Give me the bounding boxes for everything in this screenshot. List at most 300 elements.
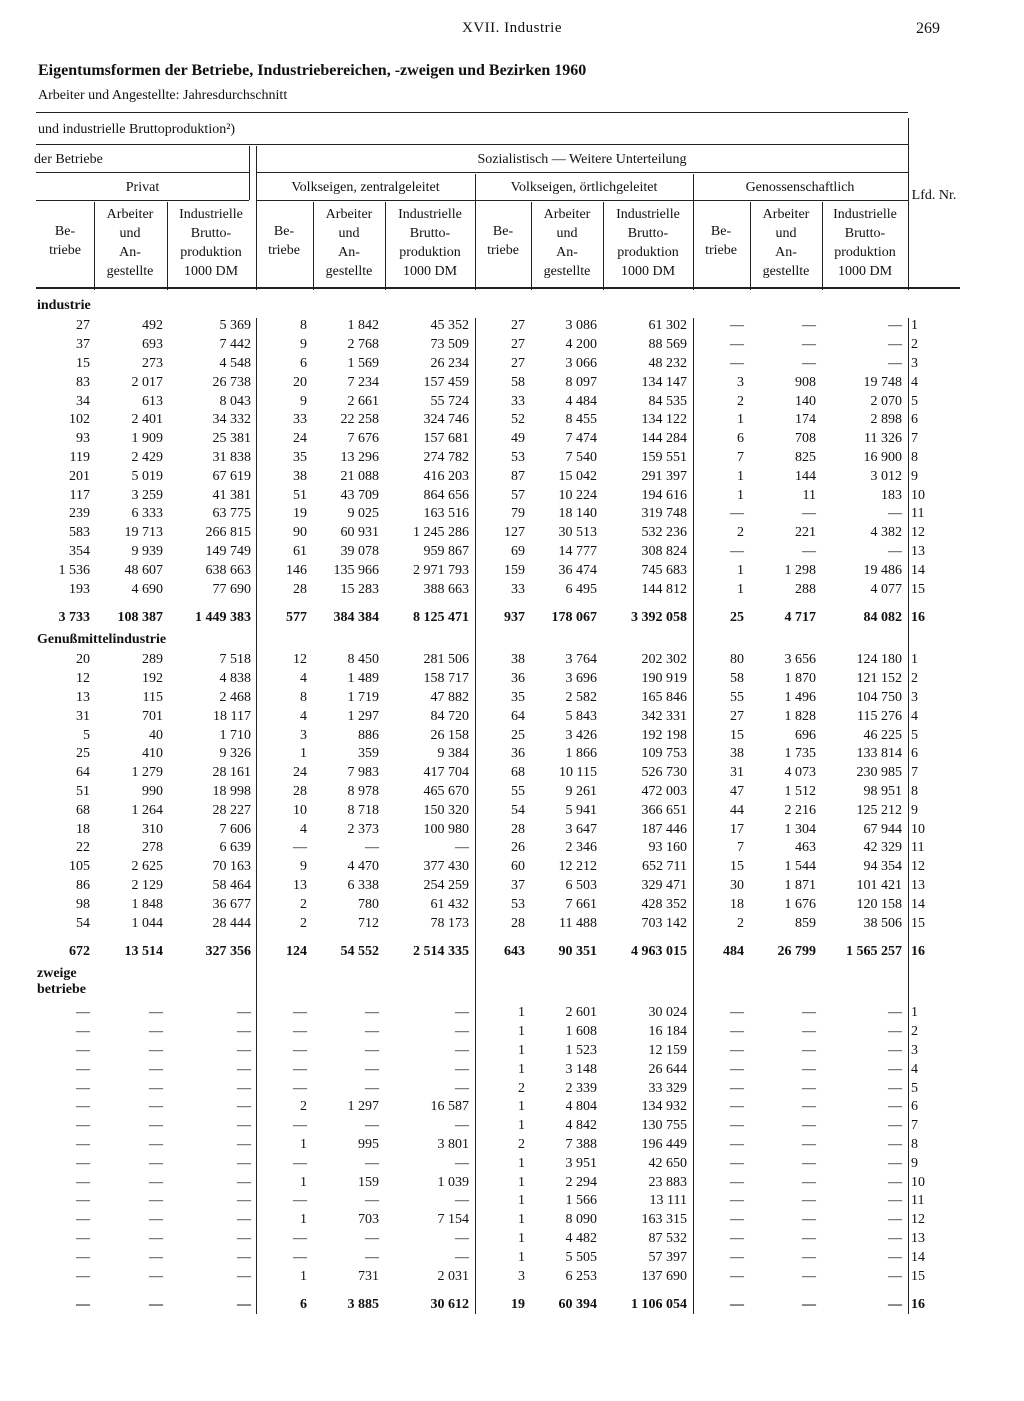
cell-arbeiter-gen: — bbox=[802, 1212, 816, 1228]
cell-betriebe-voe: 3 bbox=[518, 1268, 525, 1284]
cell-betriebe-voe: 1 bbox=[518, 1212, 525, 1228]
cell-arbeiter-gen: 144 bbox=[795, 468, 816, 484]
cell-arbeiter-voe: 4 482 bbox=[565, 1230, 597, 1246]
cell-arbeiter-gen: — bbox=[802, 355, 816, 371]
cell-arbeiter-gen: — bbox=[802, 1005, 816, 1021]
cell-arbeiter-voe: 8 097 bbox=[565, 374, 597, 390]
cell-produktion-gen: — bbox=[888, 1136, 902, 1152]
cell-betriebe-vez: 2 bbox=[300, 915, 307, 931]
cell-arbeiter-voe: 10 115 bbox=[559, 765, 597, 781]
cell-produktion-privat: — bbox=[237, 1061, 251, 1077]
cell-arbeiter-vez: 4 470 bbox=[347, 859, 379, 875]
cell-produktion-voe: 526 730 bbox=[641, 765, 687, 781]
cell-produktion-privat: 41 381 bbox=[212, 487, 251, 503]
cell-betriebe-vez: 124 bbox=[286, 943, 307, 959]
cell-lfd-nr: 12 bbox=[911, 1212, 925, 1228]
cell-betriebe-vez: — bbox=[293, 1230, 307, 1246]
cell-betriebe-voe: 36 bbox=[511, 671, 525, 687]
cell-betriebe-gen: — bbox=[730, 1296, 744, 1312]
cell-betriebe-privat: 105 bbox=[69, 859, 90, 875]
cell-produktion-vez: 324 746 bbox=[423, 412, 469, 428]
cell-produktion-gen: 230 985 bbox=[856, 765, 902, 781]
cell-arbeiter-voe: 1 866 bbox=[565, 746, 597, 762]
cell-produktion-voe: 26 644 bbox=[648, 1061, 687, 1077]
cell-betriebe-privat: 15 bbox=[76, 355, 90, 371]
cell-arbeiter-gen: — bbox=[802, 1042, 816, 1058]
cell-arbeiter-gen: — bbox=[802, 1155, 816, 1171]
cell-produktion-voe: 202 302 bbox=[641, 652, 687, 668]
cell-produktion-gen: — bbox=[888, 318, 902, 334]
cell-arbeiter-gen: — bbox=[802, 1080, 816, 1096]
cell-produktion-voe: 190 919 bbox=[641, 671, 687, 687]
cell-produktion-vez: 158 717 bbox=[423, 671, 469, 687]
cell-arbeiter-voe: 3 426 bbox=[565, 727, 597, 743]
cell-betriebe-vez: 1 bbox=[300, 1174, 307, 1190]
cell-produktion-voe: 93 160 bbox=[648, 840, 687, 856]
col-produktion-voe: Industrielle Brutto- produktion 1000 DM bbox=[616, 207, 680, 279]
cell-betriebe-gen: — bbox=[730, 1024, 744, 1040]
cell-produktion-voe: 366 651 bbox=[641, 802, 687, 818]
cell-produktion-vez: 157 459 bbox=[423, 374, 469, 390]
cell-betriebe-vez: 12 bbox=[293, 652, 307, 668]
cell-betriebe-vez: — bbox=[293, 840, 307, 856]
table-title: Eigentumsformen der Betriebe, Industriebereichen, -zweigen und Bezirken 1960 bbox=[38, 62, 587, 79]
table-row bbox=[36, 317, 958, 336]
cell-betriebe-privat: 12 bbox=[76, 671, 90, 687]
cell-arbeiter-vez: — bbox=[365, 1155, 379, 1171]
cell-arbeiter-privat: — bbox=[149, 1005, 163, 1021]
cell-betriebe-vez: 51 bbox=[293, 487, 307, 503]
cell-arbeiter-gen: 908 bbox=[795, 374, 816, 390]
cell-betriebe-gen: — bbox=[730, 543, 744, 559]
cell-arbeiter-privat: — bbox=[149, 1061, 163, 1077]
cell-produktion-privat: 70 163 bbox=[212, 859, 251, 875]
cell-produktion-privat: 4 838 bbox=[219, 671, 251, 687]
rule-group-privat bbox=[36, 200, 249, 201]
cell-arbeiter-voe: 90 351 bbox=[558, 943, 597, 959]
cell-produktion-privat: 2 468 bbox=[219, 689, 251, 705]
cell-produktion-privat: — bbox=[237, 1174, 251, 1190]
cell-arbeiter-voe: 9 261 bbox=[565, 783, 597, 799]
cell-betriebe-privat: 18 bbox=[76, 821, 90, 837]
cell-arbeiter-gen: 288 bbox=[795, 581, 816, 597]
cell-produktion-privat: — bbox=[237, 1136, 251, 1152]
cell-betriebe-voe: 26 bbox=[511, 840, 525, 856]
cell-betriebe-privat: — bbox=[76, 1193, 90, 1209]
cell-betriebe-gen: 25 bbox=[730, 609, 744, 625]
cell-betriebe-voe: 28 bbox=[511, 915, 525, 931]
cell-arbeiter-gen: — bbox=[802, 337, 816, 353]
cell-betriebe-vez: 9 bbox=[300, 337, 307, 353]
cell-produktion-privat: — bbox=[237, 1268, 251, 1284]
cell-produktion-privat: 1 710 bbox=[219, 727, 251, 743]
cell-betriebe-vez: 577 bbox=[286, 609, 307, 625]
col-arbeiter-voe: Arbeiter und An- gestellte bbox=[543, 207, 591, 279]
cell-betriebe-privat: 102 bbox=[69, 412, 90, 428]
cell-produktion-voe: 42 650 bbox=[648, 1155, 687, 1171]
cell-betriebe-gen: 1 bbox=[737, 412, 744, 428]
cell-arbeiter-privat: 13 514 bbox=[124, 943, 163, 959]
cell-arbeiter-privat: 192 bbox=[142, 671, 163, 687]
cell-betriebe-gen: — bbox=[730, 1080, 744, 1096]
cell-arbeiter-voe: 6 503 bbox=[565, 877, 597, 893]
col-arbeiter-gen: Arbeiter und An- gestellte bbox=[762, 207, 810, 279]
cell-betriebe-gen: 2 bbox=[737, 525, 744, 541]
cell-betriebe-privat: — bbox=[76, 1024, 90, 1040]
table-row bbox=[36, 543, 958, 562]
cell-produktion-voe: 532 236 bbox=[641, 525, 687, 541]
table-row bbox=[36, 1004, 958, 1023]
cell-produktion-gen: 84 082 bbox=[863, 609, 902, 625]
cell-produktion-privat: — bbox=[237, 1080, 251, 1096]
cell-betriebe-voe: 127 bbox=[504, 525, 525, 541]
table-row bbox=[36, 449, 958, 468]
table-row bbox=[36, 505, 958, 524]
cell-produktion-voe: 319 748 bbox=[641, 506, 687, 522]
table-row bbox=[36, 764, 958, 783]
cell-produktion-vez: 417 704 bbox=[423, 765, 469, 781]
cell-arbeiter-vez: 1 297 bbox=[347, 708, 379, 724]
cell-betriebe-vez: 4 bbox=[300, 821, 307, 837]
cell-produktion-privat: 18 117 bbox=[213, 708, 251, 724]
cell-lfd-nr: 7 bbox=[911, 765, 918, 781]
cell-arbeiter-voe: 1 566 bbox=[565, 1193, 597, 1209]
cell-lfd-nr: 3 bbox=[911, 355, 918, 371]
cell-betriebe-privat: 31 bbox=[76, 708, 90, 724]
cell-arbeiter-privat: 1 264 bbox=[131, 802, 163, 818]
cell-arbeiter-privat: — bbox=[149, 1268, 163, 1284]
cell-arbeiter-voe: 7 661 bbox=[565, 896, 597, 912]
cell-betriebe-vez: 2 bbox=[300, 1099, 307, 1115]
cell-produktion-privat: 31 838 bbox=[212, 449, 251, 465]
cell-arbeiter-voe: 2 339 bbox=[565, 1080, 597, 1096]
cell-betriebe-voe: 60 bbox=[511, 859, 525, 875]
cell-arbeiter-privat: — bbox=[149, 1193, 163, 1209]
table-row bbox=[36, 707, 958, 726]
cell-produktion-voe: 61 302 bbox=[648, 318, 687, 334]
cell-produktion-gen: 104 750 bbox=[856, 689, 902, 705]
cell-arbeiter-gen: — bbox=[802, 1099, 816, 1115]
cell-lfd-nr: 13 bbox=[911, 543, 925, 559]
cell-produktion-privat: 9 326 bbox=[219, 746, 251, 762]
cell-produktion-voe: 163 315 bbox=[641, 1212, 687, 1228]
cell-produktion-voe: 13 111 bbox=[649, 1193, 687, 1209]
cell-produktion-vez: — bbox=[455, 1005, 469, 1021]
cell-produktion-gen: 4 077 bbox=[870, 581, 902, 597]
section-label-2: Genußmittelindustrie bbox=[37, 632, 167, 647]
cell-arbeiter-vez: 54 552 bbox=[340, 943, 379, 959]
cell-lfd-nr: 15 bbox=[911, 1268, 925, 1284]
cell-betriebe-voe: 64 bbox=[511, 708, 525, 724]
cell-produktion-gen: — bbox=[888, 1174, 902, 1190]
rule-v-vez-voe bbox=[475, 174, 476, 290]
cell-betriebe-voe: 36 bbox=[511, 746, 525, 762]
cell-produktion-gen: — bbox=[888, 1024, 902, 1040]
cell-betriebe-gen: 1 bbox=[737, 581, 744, 597]
cell-lfd-nr: 12 bbox=[911, 859, 925, 875]
cell-lfd-nr: 14 bbox=[911, 562, 925, 578]
cell-arbeiter-voe: 1 523 bbox=[565, 1042, 597, 1058]
cell-arbeiter-voe: 4 804 bbox=[565, 1099, 597, 1115]
cell-betriebe-voe: 27 bbox=[511, 318, 525, 334]
cell-arbeiter-gen: 1 828 bbox=[784, 708, 816, 724]
cell-produktion-gen: 115 276 bbox=[857, 708, 902, 724]
cell-produktion-vez: 2 514 335 bbox=[413, 943, 469, 959]
cell-arbeiter-gen: 1 544 bbox=[784, 859, 816, 875]
cell-arbeiter-vez: 43 709 bbox=[340, 487, 379, 503]
table-row bbox=[36, 336, 958, 355]
cell-betriebe-vez: 61 bbox=[293, 543, 307, 559]
cell-arbeiter-privat: — bbox=[149, 1155, 163, 1171]
table-row bbox=[36, 651, 958, 670]
cell-produktion-vez: — bbox=[455, 840, 469, 856]
cell-arbeiter-vez: 359 bbox=[358, 746, 379, 762]
cell-betriebe-privat: 68 bbox=[76, 802, 90, 818]
cell-arbeiter-gen: 859 bbox=[795, 915, 816, 931]
cell-betriebe-privat: — bbox=[76, 1174, 90, 1190]
cell-arbeiter-voe: 2 346 bbox=[565, 840, 597, 856]
cell-produktion-gen: 11 326 bbox=[864, 431, 902, 447]
cell-produktion-privat: 638 663 bbox=[205, 562, 251, 578]
table-row bbox=[36, 1230, 958, 1249]
cell-betriebe-gen: 7 bbox=[737, 840, 744, 856]
cell-produktion-gen: 183 bbox=[881, 487, 902, 503]
cell-arbeiter-privat: 40 bbox=[149, 727, 163, 743]
cell-betriebe-voe: 53 bbox=[511, 449, 525, 465]
cell-betriebe-privat: 354 bbox=[69, 543, 90, 559]
cell-produktion-gen: — bbox=[888, 1193, 902, 1209]
cell-betriebe-privat: 83 bbox=[76, 374, 90, 390]
cell-betriebe-gen: — bbox=[730, 318, 744, 334]
cell-arbeiter-privat: — bbox=[149, 1174, 163, 1190]
cell-betriebe-vez: 1 bbox=[300, 746, 307, 762]
cell-betriebe-gen: — bbox=[730, 1174, 744, 1190]
cell-arbeiter-gen: 4 717 bbox=[784, 609, 816, 625]
cell-produktion-vez: 1 039 bbox=[437, 1174, 469, 1190]
cell-produktion-vez: 84 720 bbox=[430, 708, 469, 724]
cell-arbeiter-voe: 12 212 bbox=[558, 859, 597, 875]
cell-produktion-gen: 38 506 bbox=[863, 915, 902, 931]
cell-arbeiter-vez: 7 983 bbox=[347, 765, 379, 781]
cell-arbeiter-gen: 140 bbox=[795, 393, 816, 409]
cell-betriebe-gen: — bbox=[730, 337, 744, 353]
cell-arbeiter-vez: 1 569 bbox=[347, 355, 379, 371]
cell-betriebe-gen: 38 bbox=[730, 746, 744, 762]
cell-betriebe-vez: 90 bbox=[293, 525, 307, 541]
cell-produktion-vez: 26 158 bbox=[430, 727, 469, 743]
cell-produktion-voe: 187 446 bbox=[641, 821, 687, 837]
cell-arbeiter-gen: 1 676 bbox=[784, 896, 816, 912]
cell-lfd-nr: 9 bbox=[911, 468, 918, 484]
cell-betriebe-privat: 86 bbox=[76, 877, 90, 893]
cell-arbeiter-vez: 39 078 bbox=[340, 543, 379, 559]
cell-produktion-vez: 377 430 bbox=[423, 859, 469, 875]
cell-lfd-nr: 16 bbox=[911, 1296, 925, 1312]
table-row bbox=[36, 486, 958, 505]
cell-betriebe-vez: 1 bbox=[300, 1136, 307, 1152]
cell-betriebe-gen: 2 bbox=[737, 915, 744, 931]
cell-betriebe-voe: 1 bbox=[518, 1042, 525, 1058]
cell-betriebe-vez: 4 bbox=[300, 708, 307, 724]
cell-arbeiter-privat: — bbox=[149, 1024, 163, 1040]
group-volkseigen-zentral: Volkseigen, zentralgeleitet bbox=[291, 180, 440, 195]
cell-produktion-gen: — bbox=[888, 1212, 902, 1228]
cell-arbeiter-privat: — bbox=[149, 1136, 163, 1152]
group-volkseigen-oertlich: Volkseigen, örtlichgeleitet bbox=[510, 180, 658, 195]
cell-produktion-vez: 47 882 bbox=[430, 689, 469, 705]
cell-produktion-gen: — bbox=[888, 1155, 902, 1171]
cell-arbeiter-privat: 1 044 bbox=[131, 915, 163, 931]
cell-lfd-nr: 11 bbox=[911, 840, 925, 856]
cell-produktion-vez: — bbox=[455, 1230, 469, 1246]
cell-arbeiter-vez: 159 bbox=[358, 1174, 379, 1190]
cell-produktion-vez: 150 320 bbox=[423, 802, 469, 818]
cell-betriebe-voe: 57 bbox=[511, 487, 525, 503]
cell-produktion-voe: 57 397 bbox=[648, 1249, 687, 1265]
cell-produktion-voe: 23 883 bbox=[648, 1174, 687, 1190]
cell-produktion-privat: 63 775 bbox=[212, 506, 251, 522]
cell-produktion-vez: 100 980 bbox=[423, 821, 469, 837]
cell-arbeiter-gen: — bbox=[802, 1118, 816, 1134]
cell-lfd-nr: 8 bbox=[911, 783, 918, 799]
cell-arbeiter-gen: 696 bbox=[795, 727, 816, 743]
cell-betriebe-gen: 484 bbox=[723, 943, 744, 959]
cell-arbeiter-vez: 15 283 bbox=[340, 581, 379, 597]
cell-betriebe-voe: 1 bbox=[518, 1174, 525, 1190]
cell-arbeiter-privat: — bbox=[149, 1099, 163, 1115]
cell-betriebe-vez: 38 bbox=[293, 468, 307, 484]
cell-produktion-voe: 3 392 058 bbox=[631, 609, 687, 625]
cell-produktion-vez: 55 724 bbox=[430, 393, 469, 409]
cell-produktion-voe: 144 284 bbox=[641, 431, 687, 447]
cell-produktion-gen: 46 225 bbox=[863, 727, 902, 743]
cell-betriebe-privat: 193 bbox=[69, 581, 90, 597]
rule-v-voe-gen bbox=[693, 174, 694, 290]
cell-betriebe-voe: 54 bbox=[511, 802, 525, 818]
cell-lfd-nr: 14 bbox=[911, 1249, 925, 1265]
cell-betriebe-vez: 35 bbox=[293, 449, 307, 465]
cell-produktion-gen: 120 158 bbox=[856, 896, 902, 912]
cell-produktion-privat: — bbox=[237, 1212, 251, 1228]
cell-produktion-voe: 33 329 bbox=[648, 1080, 687, 1096]
cell-betriebe-gen: — bbox=[730, 1268, 744, 1284]
cell-produktion-voe: 130 755 bbox=[641, 1118, 687, 1134]
rule-v-sozialistisch bbox=[256, 146, 257, 290]
cell-produktion-voe: 472 003 bbox=[641, 783, 687, 799]
cell-arbeiter-voe: 3 951 bbox=[565, 1155, 597, 1171]
cell-betriebe-gen: 6 bbox=[737, 431, 744, 447]
cell-produktion-gen: — bbox=[888, 1042, 902, 1058]
cell-arbeiter-vez: 6 338 bbox=[347, 877, 379, 893]
cell-arbeiter-vez: 384 384 bbox=[333, 609, 379, 625]
cell-arbeiter-voe: 7 474 bbox=[565, 431, 597, 447]
cell-arbeiter-vez: 8 978 bbox=[347, 783, 379, 799]
cell-produktion-vez: 281 506 bbox=[423, 652, 469, 668]
cell-produktion-voe: 134 122 bbox=[641, 412, 687, 428]
cell-lfd-nr: 16 bbox=[911, 609, 925, 625]
cell-produktion-vez: 61 432 bbox=[430, 896, 469, 912]
cell-betriebe-gen: 3 bbox=[737, 374, 744, 390]
cell-betriebe-privat: 27 bbox=[76, 318, 90, 334]
cell-produktion-vez: 9 384 bbox=[437, 746, 469, 762]
cell-produktion-gen: 94 354 bbox=[863, 859, 902, 875]
cell-produktion-voe: 192 198 bbox=[641, 727, 687, 743]
cell-arbeiter-gen: 463 bbox=[795, 840, 816, 856]
cell-arbeiter-voe: 6 253 bbox=[565, 1268, 597, 1284]
cell-produktion-vez: 7 154 bbox=[437, 1212, 469, 1228]
cell-produktion-gen: — bbox=[888, 337, 902, 353]
cell-produktion-gen: 101 421 bbox=[856, 877, 902, 893]
cell-arbeiter-gen: 221 bbox=[795, 525, 816, 541]
cell-lfd-nr: 8 bbox=[911, 1136, 918, 1152]
cell-produktion-privat: 77 690 bbox=[212, 581, 251, 597]
cell-arbeiter-voe: 4 842 bbox=[565, 1118, 597, 1134]
cell-arbeiter-privat: 278 bbox=[142, 840, 163, 856]
rule-v-h2 bbox=[167, 202, 168, 290]
rule-band-2-left bbox=[36, 172, 249, 173]
cell-betriebe-voe: 79 bbox=[511, 506, 525, 522]
cell-betriebe-gen: 17 bbox=[730, 821, 744, 837]
col-betriebe-vez: Be- triebe bbox=[268, 224, 300, 258]
cell-lfd-nr: 13 bbox=[911, 877, 925, 893]
cell-arbeiter-privat: 1 279 bbox=[131, 765, 163, 781]
table-row bbox=[36, 392, 958, 411]
cell-arbeiter-privat: 289 bbox=[142, 652, 163, 668]
cell-arbeiter-vez: 731 bbox=[358, 1268, 379, 1284]
table-row bbox=[36, 858, 958, 877]
cell-produktion-gen: — bbox=[888, 543, 902, 559]
cell-lfd-nr: 6 bbox=[911, 746, 918, 762]
table-row bbox=[36, 1098, 958, 1117]
cell-betriebe-privat: 25 bbox=[76, 746, 90, 762]
table-row bbox=[36, 1023, 958, 1042]
cell-produktion-voe: 291 397 bbox=[641, 468, 687, 484]
cell-betriebe-voe: 2 bbox=[518, 1136, 525, 1152]
cell-lfd-nr: 3 bbox=[911, 1042, 918, 1058]
table-row bbox=[36, 1248, 958, 1267]
cell-betriebe-privat: — bbox=[76, 1268, 90, 1284]
cell-arbeiter-privat: 3 259 bbox=[131, 487, 163, 503]
cell-produktion-privat: — bbox=[237, 1024, 251, 1040]
cell-betriebe-gen: 15 bbox=[730, 727, 744, 743]
cell-produktion-privat: 266 815 bbox=[205, 525, 251, 541]
cell-betriebe-vez: — bbox=[293, 1249, 307, 1265]
cell-arbeiter-voe: 11 488 bbox=[559, 915, 597, 931]
col-produktion-vez: Industrielle Brutto- produktion 1000 DM bbox=[398, 207, 462, 279]
cell-arbeiter-privat: 492 bbox=[142, 318, 163, 334]
cell-arbeiter-vez: 712 bbox=[358, 915, 379, 931]
cell-produktion-privat: 7 442 bbox=[219, 337, 251, 353]
cell-arbeiter-privat: — bbox=[149, 1118, 163, 1134]
table-row bbox=[36, 689, 958, 708]
cell-produktion-privat: 5 369 bbox=[219, 318, 251, 334]
cell-betriebe-privat: 119 bbox=[69, 449, 90, 465]
cell-arbeiter-vez: 780 bbox=[358, 896, 379, 912]
cell-produktion-voe: 144 812 bbox=[641, 581, 687, 597]
cell-produktion-vez: 16 587 bbox=[430, 1099, 469, 1115]
cell-betriebe-gen: 7 bbox=[737, 449, 744, 465]
cell-lfd-nr: 4 bbox=[911, 374, 918, 390]
cell-betriebe-privat: 98 bbox=[76, 896, 90, 912]
cell-produktion-vez: 30 612 bbox=[430, 1296, 469, 1312]
cell-produktion-privat: — bbox=[237, 1042, 251, 1058]
cell-arbeiter-privat: 310 bbox=[142, 821, 163, 837]
cell-arbeiter-privat: — bbox=[149, 1080, 163, 1096]
table-row bbox=[36, 373, 958, 392]
table-row bbox=[36, 580, 958, 599]
cell-produktion-voe: 745 683 bbox=[641, 562, 687, 578]
cell-arbeiter-privat: 1 848 bbox=[131, 896, 163, 912]
